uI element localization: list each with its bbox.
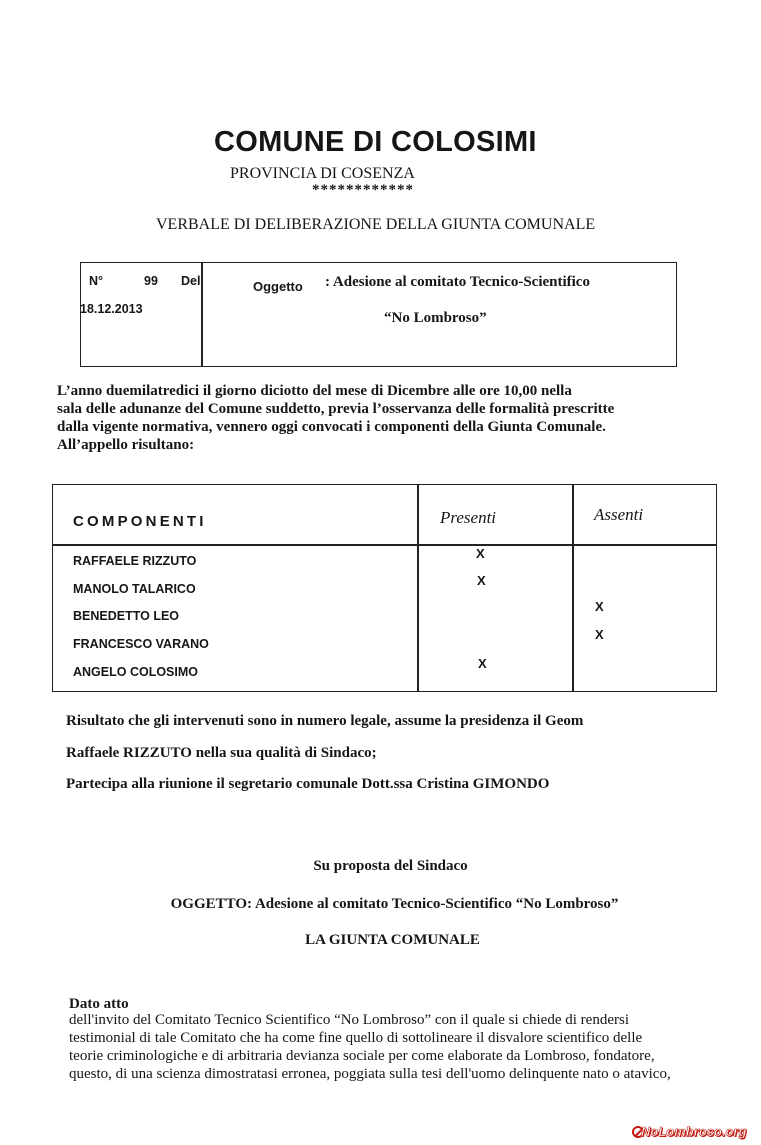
table-header-divider — [53, 544, 716, 546]
member-name: BENEDETTO LEO — [73, 609, 180, 623]
document-title: COMUNE DI COLOSIMI — [214, 126, 537, 158]
result-line-3: Partecipa alla riunione il segretario comunale Dott.ssa Cristina GIMONDO — [66, 776, 550, 792]
oggetto-label: Oggetto — [253, 279, 303, 294]
dato-atto-heading: Dato atto — [69, 996, 129, 1012]
proposal-oggetto: OGGETTO: Adesione al comitato Tecnico-Scientifico “No Lombroso” — [170, 896, 619, 912]
deliberation-date: 18.12.2013 — [80, 302, 143, 316]
assente-mark: X — [595, 599, 604, 614]
header-componenti: COMPONENTI — [73, 513, 207, 530]
member-name: ANGELO COLOSIMO — [73, 665, 198, 679]
intro-line-1: L’anno duemilatredici il giorno diciotto del mese di Dicembre alle ore 10,00 nella — [57, 383, 572, 399]
oggetto-text: : Adesione al comitato Tecnico-Scientifico — [325, 274, 590, 290]
stars-separator: ************ — [312, 182, 414, 198]
giunta-heading: LA GIUNTA COMUNALE — [305, 932, 480, 948]
dato-atto-line-4: questo, di una scienza dimostratasi erronea, poggiata sulla tesi dell'uomo delinquente nato o atavico, — [69, 1066, 671, 1082]
presente-mark: X — [478, 656, 487, 671]
number-label: N° — [89, 274, 104, 288]
su-proposta-heading: Su proposta del Sindaco — [313, 858, 468, 874]
header-assenti: Assenti — [594, 505, 644, 524]
dato-atto-line-2: testimonial di tale Comitato che ha come fine quello di sottolineare il disvalore scientifico delle — [69, 1030, 643, 1046]
result-line-2: Raffaele RIZZUTO nella sua qualità di Sindaco; — [66, 745, 377, 761]
table-column-divider — [572, 485, 574, 691]
intro-line-4: All’appello risultano: — [57, 437, 195, 453]
watermark: NoLombroso.org — [641, 1124, 747, 1139]
assente-mark: X — [595, 627, 604, 642]
members-table — [52, 484, 717, 692]
deliberation-object-box — [80, 262, 677, 367]
presente-mark: X — [476, 546, 485, 561]
dato-atto-line-1: dell'invito del Comitato Tecnico Scientifico “No Lombroso” con il quale si chiede di rendersi — [69, 1012, 629, 1028]
member-name: FRANCESCO VARANO — [73, 637, 209, 651]
intro-line-2: sala delle adunanze del Comune suddetto, previa l’osservanza delle formalità prescritte — [57, 401, 615, 417]
object-box-divider — [201, 263, 203, 366]
document-subtitle: VERBALE DI DELIBERAZIONE DELLA GIUNTA COMUNALE — [156, 216, 596, 233]
result-line-1: Risultato che gli intervenuti sono in numero legale, assume la presidenza il Geom — [66, 713, 584, 729]
province-label: PROVINCIA DI COSENZA — [230, 165, 415, 182]
deliberation-number: 99 — [144, 274, 158, 288]
oggetto-text-continued: “No Lombroso” — [384, 310, 487, 326]
del-label: Del — [181, 274, 201, 288]
member-name: MANOLO TALARICO — [73, 582, 196, 596]
member-name: RAFFAELE RIZZUTO — [73, 554, 197, 568]
header-presenti: Presenti — [440, 508, 497, 527]
table-column-divider — [417, 485, 419, 691]
presente-mark: X — [477, 573, 486, 588]
intro-line-3: dalla vigente normativa, vennero oggi convocati i componenti della Giunta Comunale. — [57, 419, 606, 435]
dato-atto-line-3: teorie criminologiche e di arbitraria devianza sociale per come elaborate da Lombroso, fondatore, — [69, 1048, 655, 1064]
